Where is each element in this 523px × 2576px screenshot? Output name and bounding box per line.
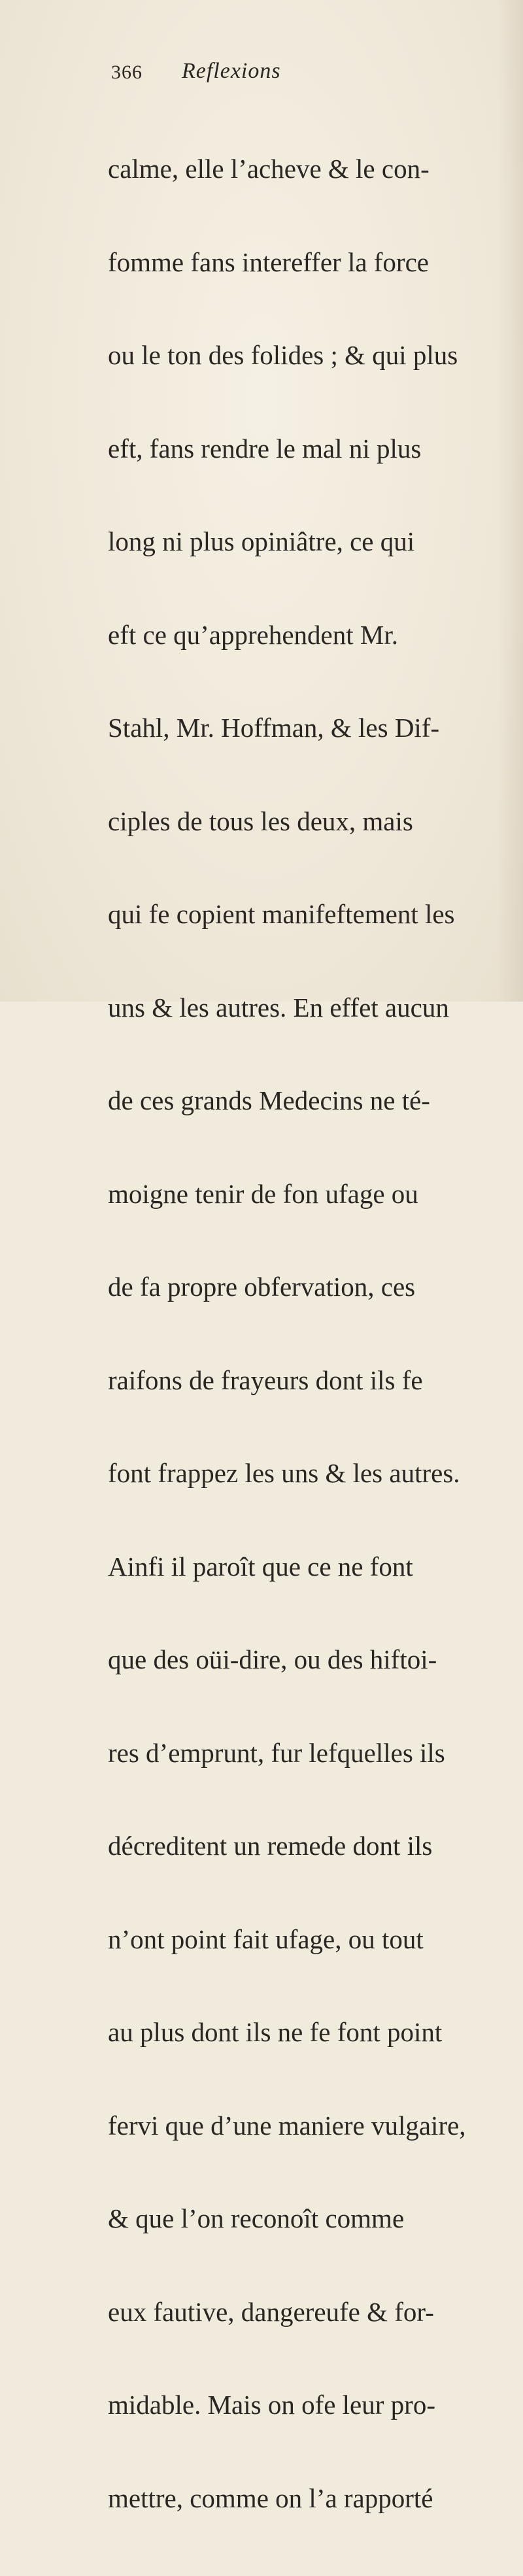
body-text [108, 92, 510, 2576]
page-number: 366 [111, 61, 143, 83]
text-line: font frappez les uns & les autres. [108, 1458, 460, 1488]
text-line: res d’emprunt, fur lefquelles ils [108, 1737, 445, 1768]
running-head: Reflexions [182, 59, 281, 83]
text-line: midable. Mais on ofe leur pro- [108, 2390, 435, 2420]
text-line: Stahl, Mr. Hoffman, & les Dif- [108, 713, 440, 743]
text-line: n’ont point fait ufage, ou tout [108, 1924, 424, 1954]
text-line: de fa propre obfervation, ces [108, 1272, 416, 1302]
text-line: mettre, comme on l’a rapporté [108, 2483, 433, 2513]
text-line: raifons de frayeurs dont ils fe [108, 1364, 423, 1395]
text-line: fervi que d’une maniere vulgaire, [108, 2110, 466, 2141]
text-line: au plus dont ils ne fe font point [108, 2017, 443, 2047]
text-line: ciples de tous les deux, mais [108, 805, 413, 836]
text-line: eft, fans rendre le mal ni plus [108, 433, 422, 464]
text-line: de ces grands Medecins ne té- [108, 1085, 430, 1115]
page-header [111, 61, 386, 92]
text-line: long ni plus opiniâtre, ce qui [108, 526, 415, 556]
text-line: Ainfi il paroît que ce ne font [108, 1551, 413, 1582]
text-line: que des oüi-dire, ou des hiftoi- [108, 1644, 437, 1674]
text-line: & que l’on reconoît comme [108, 2203, 405, 2233]
text-line: ou le ton des folides ; & qui plus [108, 340, 458, 370]
text-line: fomme fans intereffer la force [108, 246, 429, 277]
text-line: qui fe copient manifeftement les [108, 899, 455, 929]
text-line: uns & les autres. En effet aucun [108, 992, 449, 1023]
text-line: eft ce qu’apprehendent Mr. [108, 619, 398, 650]
text-line: eux fautive, dangereufe & for- [108, 2296, 434, 2327]
text-line: calme, elle l’acheve & le con- [108, 154, 430, 184]
text-line: décreditent un remede dont ils [108, 1831, 433, 1861]
text-line: moigne tenir de fon ufage ou [108, 1178, 418, 1209]
